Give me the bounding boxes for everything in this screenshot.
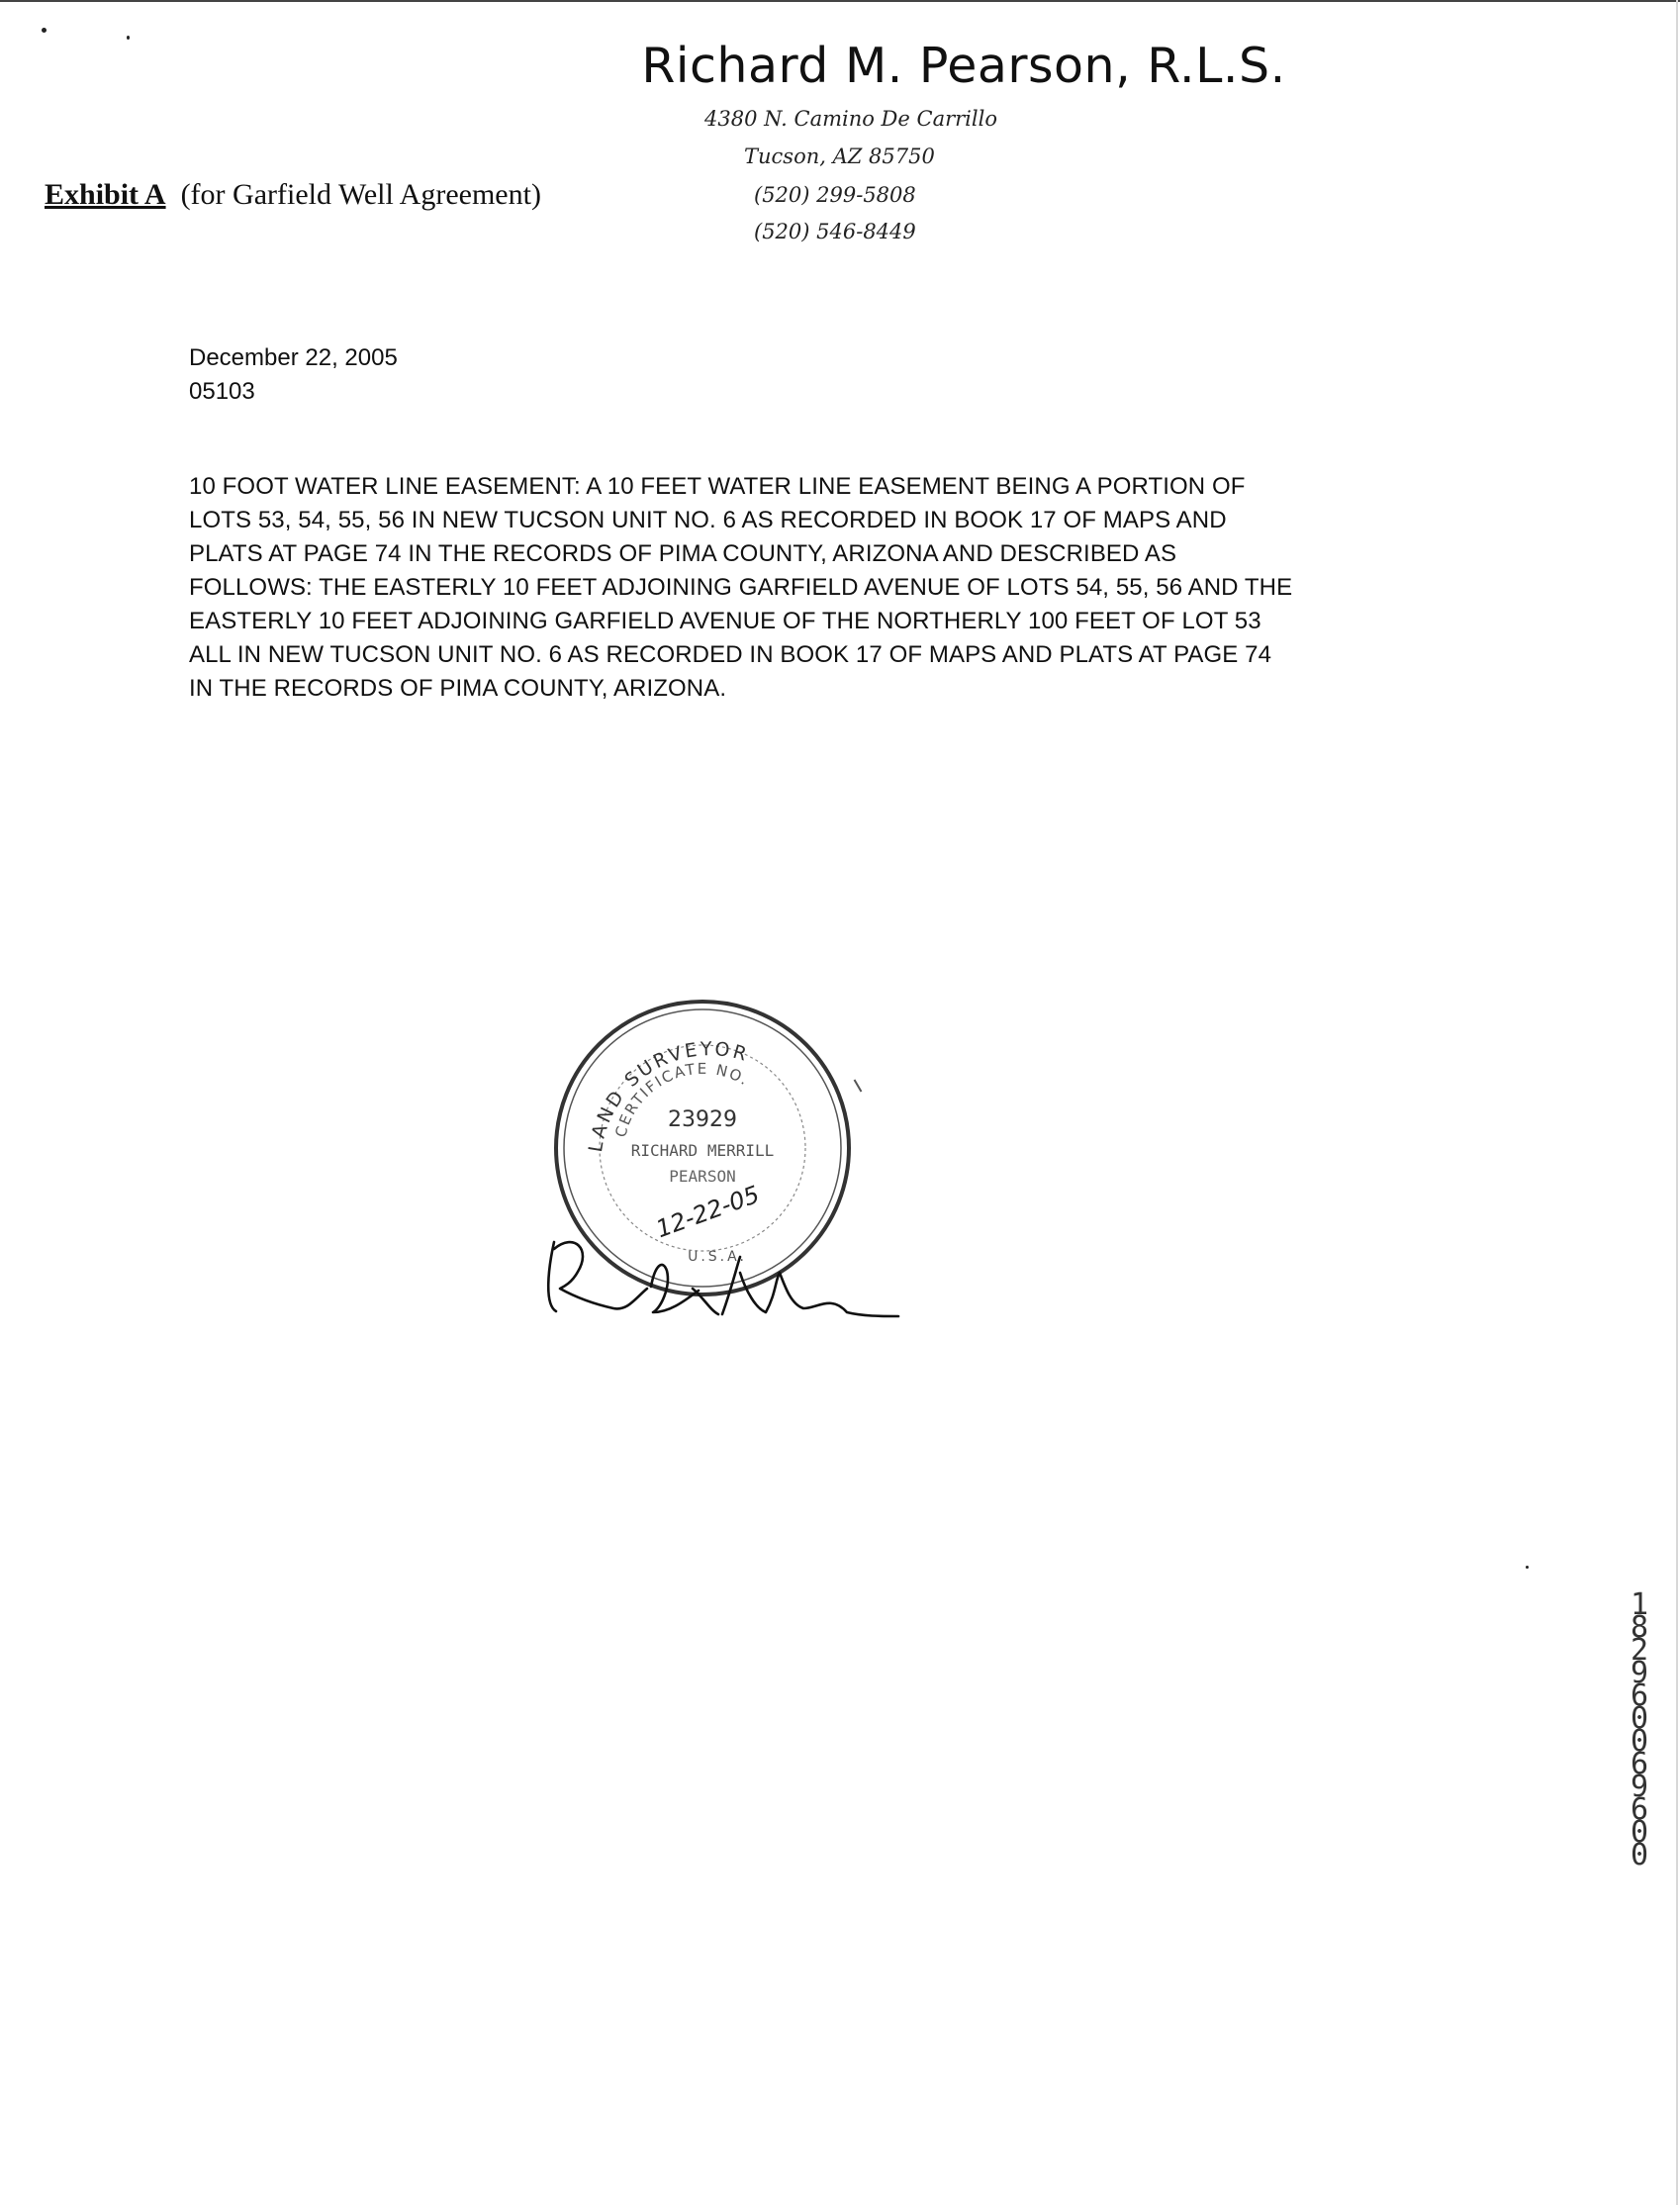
scan-speck [42,28,47,33]
letterhead-phone-2: (520) 546-8449 [754,220,916,243]
filing-stamp: 1 829600 69600 [1630,1587,1649,1872]
seal-inner-text: CERTIFICATE NO. [611,1059,753,1140]
document-reference: 05103 [189,378,255,405]
description-line: IN THE RECORDS OF PIMA COUNTY, ARIZONA. [189,675,727,702]
seal-number: 23929 [668,1107,737,1132]
seal-country: U.S.A. [688,1249,747,1265]
document-date: December 22, 2005 [189,344,398,371]
description-line: FOLLOWS: THE EASTERLY 10 FEET ADJOINING GARFIELD AVENUE OF LOTS 54, 55, 56 AND THE [189,574,1293,601]
letterhead-phone-1: (520) 299-5808 [754,183,916,207]
description-line: ALL IN NEW TUCSON UNIT NO. 6 AS RECORDED IN BOOK 17 OF MAPS AND PLATS AT PAGE 74 [189,641,1272,668]
easement-description [189,470,1495,706]
description-line: EASTERLY 10 FEET ADJOINING GARFIELD AVENUE OF THE NORTHERLY 100 FEET OF LOT 53 [189,608,1261,634]
scan-speck [1526,1566,1529,1569]
seal-graphic [544,990,900,1326]
exhibit-label: Exhibit A [45,178,166,211]
surveyor-seal-icon [544,990,900,1331]
letterhead-name: Richard M. Pearson, R.L.S. [641,38,1286,94]
seal-date: 12-22-05 [652,1180,764,1244]
exhibit-note: (for Garfield Well Agreement) [180,178,541,211]
description-line: 10 FOOT WATER LINE EASEMENT: A 10 FEET WATER LINE EASEMENT BEING A PORTION OF [189,473,1246,500]
letterhead-address-line1: 4380 N. Camino De Carrillo [704,107,997,131]
page-right-edge [1676,0,1678,2205]
exhibit-heading [45,178,541,212]
seal-name-line2: PEARSON [669,1167,736,1186]
page-top-edge [0,0,1680,2]
seal-outer-text: LAND SURVEYOR [585,1038,752,1154]
description-line: PLATS AT PAGE 74 IN THE RECORDS OF PIMA COUNTY, ARIZONA AND DESCRIBED AS [189,540,1177,567]
seal-name-line1: RICHARD MERRILL [630,1141,775,1160]
description-line: LOTS 53, 54, 55, 56 IN NEW TUCSON UNIT NO. 6 AS RECORDED IN BOOK 17 OF MAPS AND [189,507,1227,533]
letterhead-address-line2: Tucson, AZ 85750 [744,144,935,168]
